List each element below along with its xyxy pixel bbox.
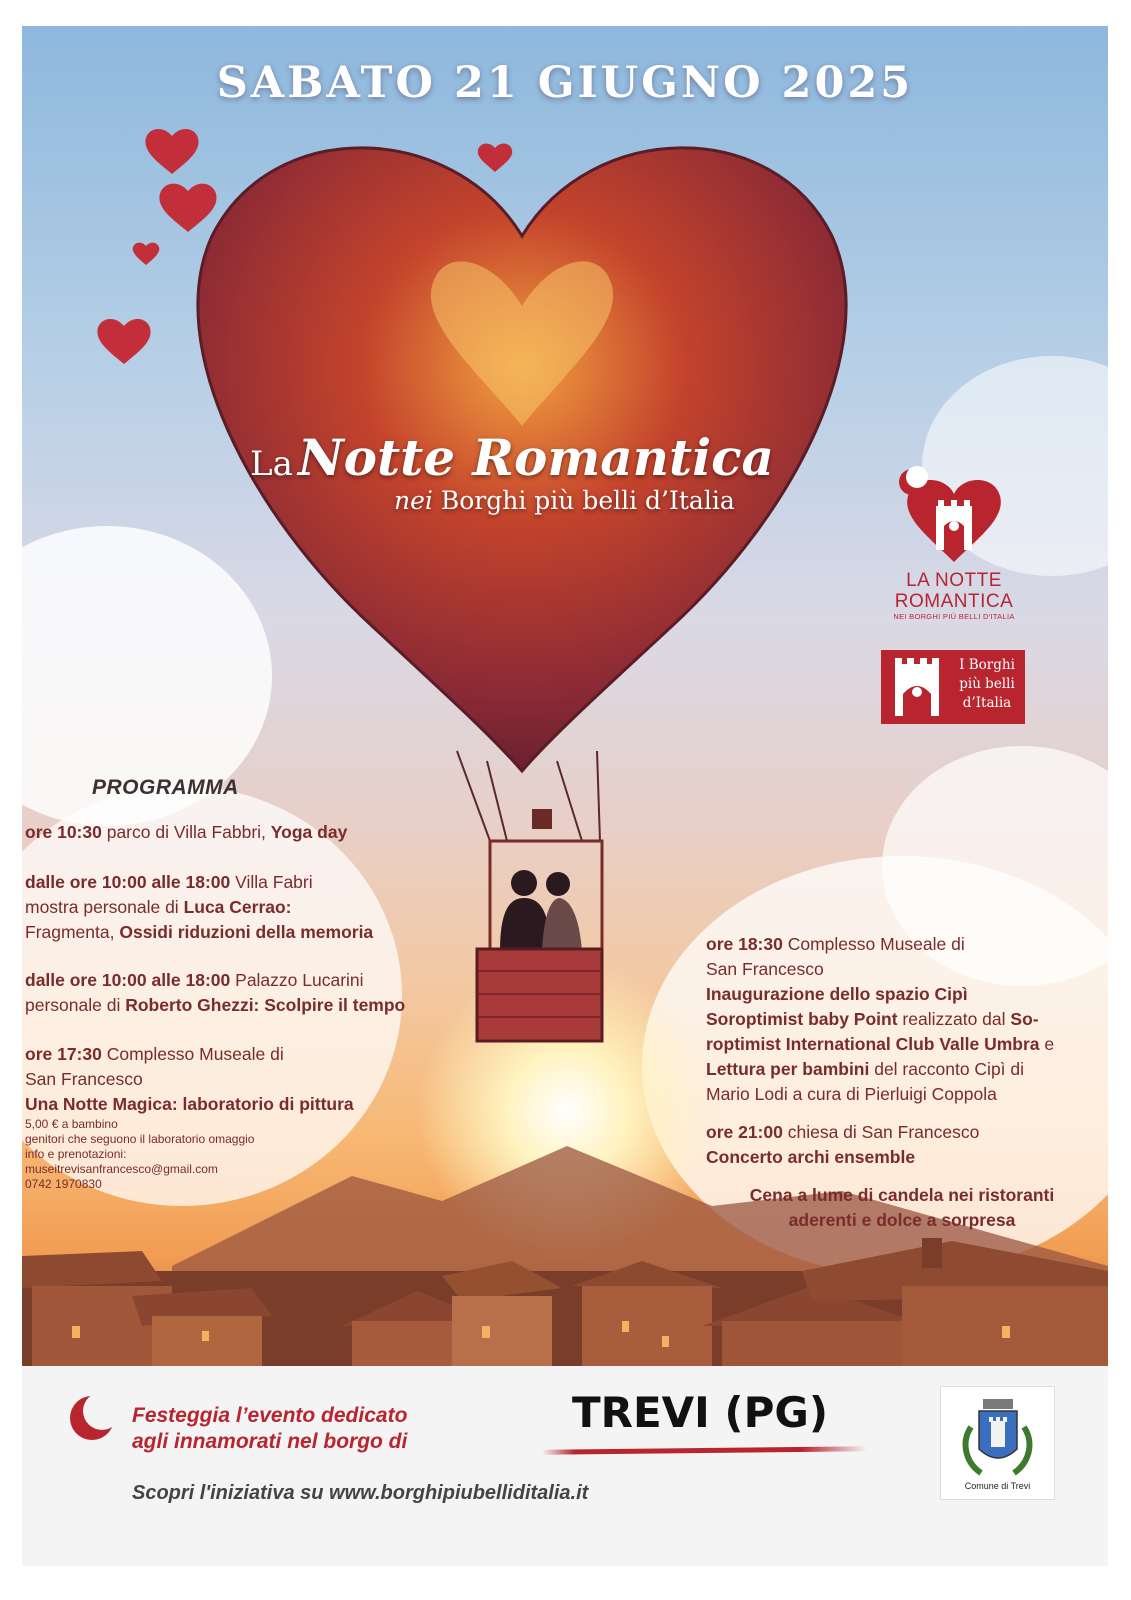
notte-logo-line2: ROMANTICA — [894, 591, 1014, 612]
borghi-line2: più belli — [959, 676, 1015, 692]
trevi-crest — [940, 1386, 1055, 1500]
item-bold: Inaugurazione dello spazio Cipì — [706, 984, 968, 1004]
program-title: PROGRAMMA — [92, 776, 239, 799]
item-text: Complesso Museale di — [782, 934, 965, 954]
item-note: info e prenotazioni: — [25, 1147, 127, 1161]
item-text: parco di Villa Fabbri, — [101, 822, 271, 842]
coat-of-arms-icon — [941, 1387, 1054, 1481]
item-text: San Francesco — [706, 959, 824, 979]
program-item — [706, 932, 1054, 1107]
item-text: Palazzo Lucarini — [230, 970, 364, 990]
couple-silhouette — [500, 870, 582, 951]
item-text: mostra personale di — [25, 897, 184, 917]
program-item — [25, 968, 405, 1018]
item-time: dalle ore 10:00 alle 18:00 — [25, 970, 231, 990]
item-text: e — [1039, 1034, 1055, 1054]
borghi-logo — [881, 650, 1025, 724]
item-bold: Ossidi riduzioni della memoria — [119, 922, 374, 942]
notte-logo-line3: NEI BORGHI PIÙ BELLI D'ITALIA — [893, 612, 1015, 621]
footer-line1: Festeggia l’evento dedicato — [132, 1404, 408, 1427]
title-main: Notte Romantica — [297, 428, 774, 487]
footer-line2: agli innamorati nel borgo di — [132, 1430, 408, 1453]
item-bold: roptimist International Club Valle Umbra — [706, 1034, 1040, 1054]
item-bold: Roberto Ghezzi: Scolpire il tempo — [125, 995, 406, 1015]
item-time: ore 18:30 — [706, 934, 783, 954]
item-text: chiesa di San Francesco — [782, 1122, 980, 1142]
borghi-line3: d’Italia — [962, 695, 1012, 711]
item-time: ore 17:30 — [25, 1044, 102, 1064]
item-text: realizzato dal — [897, 1009, 1011, 1029]
item-email[interactable]: museitrevisanfrancesco@gmail.com — [25, 1162, 218, 1176]
program-item — [25, 1042, 354, 1192]
item-bold: Yoga day — [270, 822, 348, 842]
heart-icon — [478, 144, 512, 172]
item-bold: Lettura per bambini — [706, 1059, 870, 1079]
item-text: del racconto Cipì di — [869, 1059, 1025, 1079]
item-phone: 0742 1970830 — [25, 1177, 102, 1191]
program-dinner — [712, 1183, 1092, 1233]
item-text: Fragmenta, — [25, 922, 120, 942]
program-item — [25, 820, 347, 845]
castle-icon — [883, 650, 951, 724]
dinner-line1: Cena a lume di candela nei ristoranti — [749, 1185, 1055, 1205]
item-text: San Francesco — [25, 1069, 143, 1089]
dinner-line2: aderenti e dolce a sorpresa — [788, 1210, 1016, 1230]
item-bold: Luca Cerrao: — [183, 897, 292, 917]
event-subtitle — [394, 486, 735, 515]
item-bold: Concerto archi ensemble — [706, 1147, 916, 1167]
item-text: Mario Lodi a cura di Pierluigi Coppola — [706, 1084, 997, 1104]
borghi-line1: I Borghi — [959, 657, 1015, 673]
borghi-logo-text — [951, 656, 1023, 713]
item-bold: Soroptimist baby Point — [706, 1009, 898, 1029]
heart-icon — [133, 243, 160, 265]
item-note: genitori che seguono il laboratorio omaggio — [25, 1132, 255, 1146]
notte-logo-line1: LA NOTTE — [906, 570, 1002, 591]
item-bold: Una Notte Magica: laboratorio di pittura — [25, 1094, 354, 1114]
item-note: 5,00 € a bambino — [25, 1117, 118, 1131]
event-date: SABATO 21 GIUGNO 2025 — [216, 58, 914, 108]
poster — [22, 26, 1108, 1566]
item-bold: So- — [1010, 1009, 1039, 1029]
burner — [532, 809, 552, 829]
footer-tagline — [132, 1403, 407, 1455]
event-title — [250, 428, 774, 487]
heart-tower-logo-icon — [894, 466, 1014, 566]
heart-icon — [159, 184, 216, 232]
item-text: personale di — [25, 995, 126, 1015]
basket — [477, 949, 602, 1041]
program-item — [706, 1120, 979, 1170]
website-link[interactable]: Scopri l'iniziativa su www.borghipiubelliditalia.it — [132, 1482, 589, 1504]
item-time: ore 21:00 — [706, 1122, 783, 1142]
title-article: La — [250, 444, 293, 484]
heart-icon — [145, 129, 198, 174]
item-time: ore 10:30 — [25, 822, 102, 842]
subtitle-rest: Borghi più belli d’Italia — [440, 486, 735, 515]
item-text: Villa Fabri — [230, 872, 313, 892]
crest-label: Comune di Trevi — [964, 1481, 1031, 1491]
subtitle-italic: nei — [394, 486, 433, 515]
program-item — [25, 870, 373, 945]
item-time: dalle ore 10:00 alle 18:00 — [25, 872, 231, 892]
notte-romantica-logo — [880, 466, 1028, 621]
heart-icon — [97, 319, 150, 364]
town-name: TREVI (PG) — [572, 1388, 829, 1437]
item-text: Complesso Museale di — [101, 1044, 284, 1064]
